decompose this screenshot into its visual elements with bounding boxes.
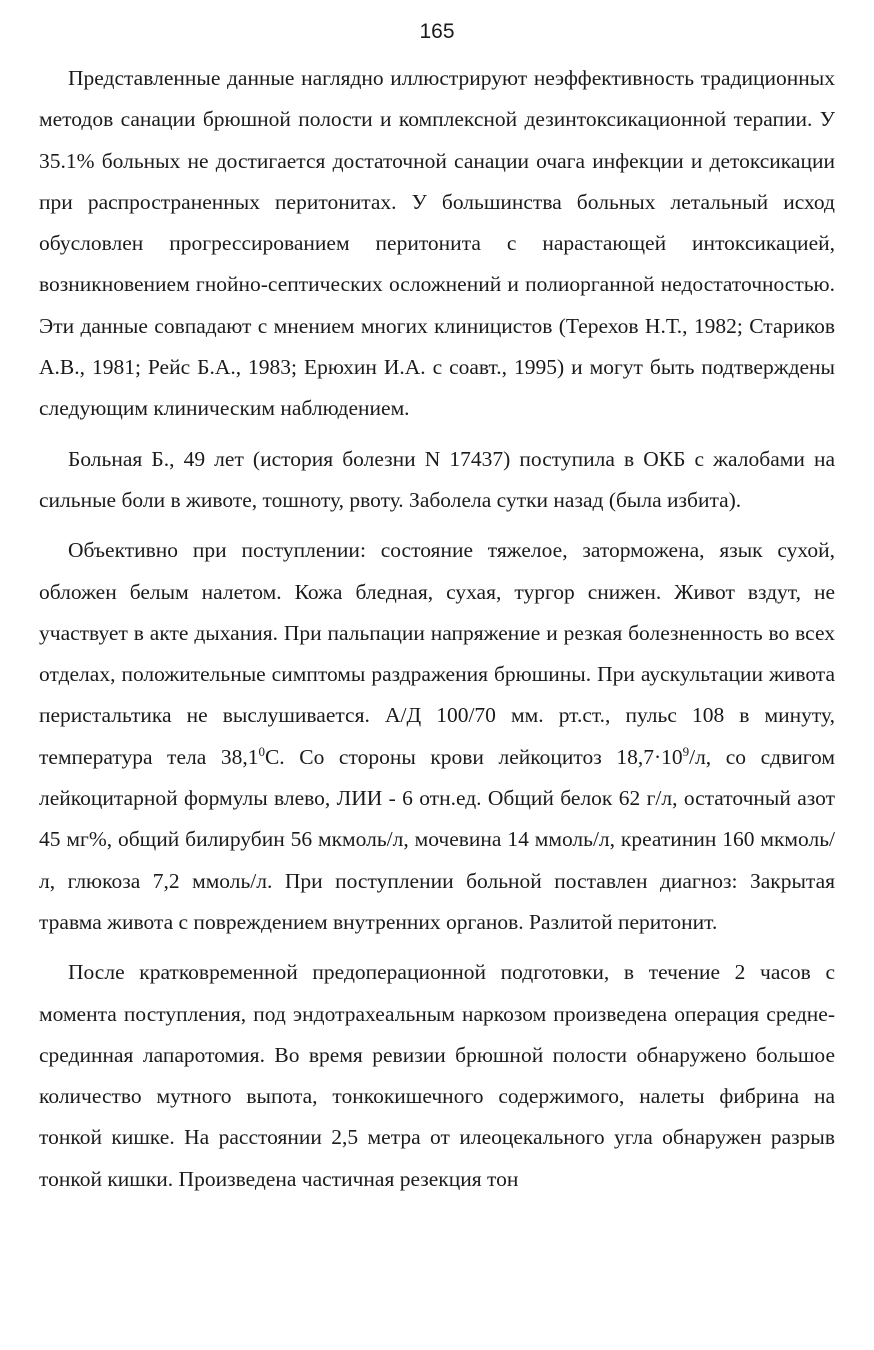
temperature-degree-superscript: 0	[258, 743, 265, 759]
paragraph-text: Объективно при поступлении: состояние тяжелое, заторможена, язык сухой, обложен белым налетом. Кожа бледная, сухая, тургор снижен. Живот вздут, не участвует в акте дыхания. При пальпации напряжение и резкая болезненность во всех отделах, положительные симптомы раздражения брюшины. При аускультации живота перистальтика не выслушивается. А/Д 100/70 мм. рт.ст., пульс 108 в минуту, температура тела 38,1	[39, 538, 835, 769]
paragraph-text: Представленные данные наглядно иллюстрируют неэффективность традиционных методов санации брюшной полости и комплексной дезинтоксикационной терапии. У 35.1% больных не достигается достаточной санации очага инфекции и детоксикации при распространенных перитонитах. У большинства больных летальный исход обусловлен прогрессированием перитонита с нарастающей интоксикацией, возникновением гнойно-септических осложнений и полиорганной недостаточностью. Эти данные совпадают с мнением многих клиницистов (Терехов Н.Т., 1982; Стариков А.В., 1981; Рейс Б.А., 1983; Ерюхин И.А. с соавт., 1995) и могут быть подтверждены следующим клиническим наблюдением.	[39, 66, 835, 421]
paragraph-text: С. Со стороны крови лейкоцитоз 18,7·10	[264, 744, 683, 769]
paragraph-conclusion	[39, 58, 835, 430]
paragraph-patient-admission	[39, 439, 835, 522]
paragraph-text: /л, со сдвигом лейкоцитарной формулы влево, ЛИИ - 6 отн.ед. Общий белок 62 г/л, остаточный азот 45 мг%, общий билирубин 56 мкмоль/л, мочевина 14 ммоль/л, креатинин 160 мкмоль/л, глюкоза 7,2 ммоль/л. При поступлении больной поставлен диагноз: Закрытая травма живота с повреждением внутренних органов. Разлитой перитонит.	[39, 744, 835, 934]
paragraph-surgery	[39, 952, 835, 1200]
page-number: 165	[419, 20, 455, 43]
paragraph-text: После кратковременной предоперационной подготовки, в течение 2 часов с момента поступления, под эндотрахеальным наркозом произведена операция средне-срединная лапаротомия. Во время ревизии брюшной полости обнаружено большое количество мутного выпота, тонкокишечного содержимого, налеты фибрина на тонкой кишке. На расстоянии 2,5 метра от илеоцекального угла обнаружен разрыв тонкой кишки. Произведена частичная резекция тон	[39, 960, 835, 1191]
leukocyte-exponent-superscript: 9	[682, 743, 690, 759]
paragraph-text: Больная Б., 49 лет (история болезни N 17437) поступила в ОКБ с жалобами на сильные боли в животе, тошноту, рвоту. Заболела сутки назад (была избита).	[39, 446, 835, 512]
document-body	[39, 58, 835, 1209]
paragraph-objective-status	[39, 530, 835, 943]
